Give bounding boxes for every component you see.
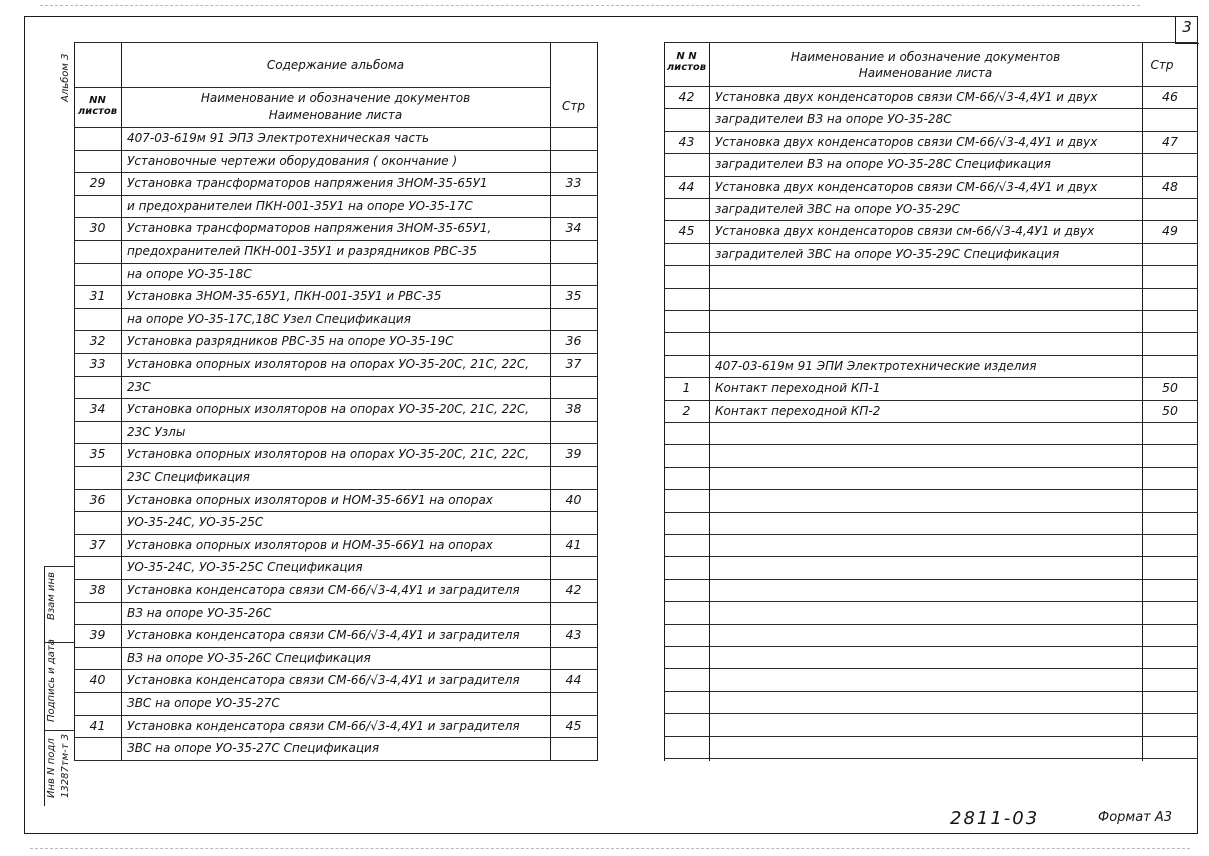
row-rule: [664, 534, 1198, 535]
col-num-header: N N листов: [666, 51, 707, 73]
row-title: 23С: [127, 379, 151, 394]
row-title: 23С Узлы: [127, 424, 186, 439]
col-name-header: Наименование и обозначение документов: [200, 91, 471, 105]
row-page-number: 38: [565, 401, 582, 417]
row-page-number: 36: [565, 333, 582, 349]
row-rule: [664, 444, 1198, 445]
row-rule: [664, 579, 1198, 580]
stamp-line: [44, 730, 74, 731]
row-rule: [664, 288, 1198, 289]
col-name-header: Наименование и обозначение документов: [790, 50, 1061, 64]
row-title: Установка конденсатора связи СМ-66/√3-4,4У1 и заградителя: [127, 718, 520, 733]
stamp-strip-line: [44, 566, 45, 806]
row-page-number: 33: [565, 175, 582, 191]
row-title: на опоре УО-35-18С: [127, 266, 252, 281]
row-sheet-number: 39: [89, 627, 106, 643]
row-title: 407-03-619м 91 ЭПИ Электротехнические изделия: [715, 358, 1037, 373]
row-sheet-number: 34: [89, 401, 106, 417]
row-sheet-number: 43: [678, 133, 695, 149]
row-page-number: 44: [565, 672, 582, 688]
rule: [74, 87, 550, 88]
row-page-number: 37: [565, 356, 582, 371]
row-title: предохранителей ПКН-001-35У1 и разрядников РВС-35: [127, 244, 478, 258]
row-rule: [664, 310, 1198, 311]
row-rule: [664, 601, 1198, 602]
row-sheet-number: 30: [89, 220, 106, 236]
row-page-number: 45: [565, 717, 582, 733]
rule: [664, 42, 1198, 43]
row-sheet-number: 33: [89, 356, 106, 371]
row-page-number: 39: [565, 446, 582, 462]
row-sheet-number: 38: [89, 582, 106, 597]
row-page-number: 47: [1162, 133, 1178, 149]
row-title: Установка опорных изоляторов на опорах УО-35-20С, 21С, 22С,: [127, 402, 530, 417]
row-title: Установка двух конденсаторов связи СМ-66/√3-4,4У1 и двух: [715, 90, 1098, 104]
rule: [74, 42, 598, 43]
row-page-number: 46: [1162, 89, 1178, 104]
row-page-number: 48: [1162, 178, 1178, 194]
row-title: Установка трансформаторов напряжения ЗНОМ-35-65У1,: [127, 221, 492, 236]
row-sheet-number: 35: [89, 446, 106, 462]
row-sheet-number: 41: [89, 717, 106, 733]
album-label: Альбом 3: [60, 53, 71, 102]
row-title: Установка опорных изоляторов и НОМ-35-66У1 на опорах: [127, 537, 493, 552]
row-page-number: 50: [1162, 402, 1178, 418]
row-sheet-number: 2: [682, 402, 691, 418]
row-sheet-number: 31: [89, 288, 106, 304]
row-rule: [664, 713, 1198, 714]
row-page-number: 41: [565, 536, 582, 552]
sheet-format: Формат А3: [1098, 810, 1173, 825]
stamp-line: [44, 566, 74, 567]
row-sheet-number: 40: [89, 672, 106, 688]
row-title: Установка конденсатора связи СМ-66/√3-4,4У1 и заградителя: [127, 628, 520, 643]
row-rule: [664, 467, 1198, 468]
row-sheet-number: 32: [89, 333, 106, 349]
row-title: ВЗ на опоре УО-35-26С Спецификация: [127, 650, 371, 665]
row-title: 23С Спецификация: [127, 470, 250, 484]
stamp-inv-number: 13287тм-т 3: [60, 733, 71, 798]
row-title: заградителеи ВЗ на опоре УО-35-28С Спецификация: [715, 157, 1051, 172]
row-title: Установка опорных изоляторов и НОМ-35-66У1 на опорах: [127, 492, 493, 507]
rule: [709, 42, 710, 761]
row-sheet-number: 29: [89, 175, 106, 191]
row-title: заградителей ЗВС на опоре УО-35-29С: [715, 202, 960, 216]
row-title: Установка разрядников РВС-35 на опоре УО-35-19С: [127, 334, 454, 349]
row-title: на опоре УО-35-17С,18С Узел Спецификация: [127, 311, 411, 326]
row-rule: [664, 691, 1198, 692]
stamp-replace-inv: Взам инв: [46, 572, 57, 620]
row-title: Установка опорных изоляторов на опорах УО-35-20С, 21С, 22С,: [127, 357, 530, 371]
row-title: Контакт переходной КП-1: [715, 381, 881, 396]
row-title: Установка конденсатора связи СМ-66/√3-4,4У1 и заградителя: [127, 583, 520, 597]
row-rule: [664, 265, 1198, 266]
row-title: ЗВС на опоре УО-35-27С: [127, 696, 280, 710]
row-rule: [664, 646, 1198, 647]
row-title: и предохранителеи ПКН-001-35У1 на опоре УО-35-17С: [127, 198, 473, 213]
contents-title: Содержание альбома: [266, 58, 405, 72]
page-number: 3: [1182, 18, 1192, 36]
row-title: заградителеи ВЗ на опоре УО-35-28С: [715, 112, 952, 127]
row-page-number: 43: [565, 627, 582, 643]
row-sheet-number: 1: [682, 380, 691, 396]
row-sheet-number: 36: [89, 491, 106, 507]
row-title: 407-03-619м 91 ЭП3 Электротехническая часть: [127, 131, 430, 145]
row-title: Установка двух конденсаторов связи СМ-66/√3-4,4У1 и двух: [715, 179, 1098, 194]
row-rule: [74, 376, 597, 377]
col-num-header: NN листов: [77, 95, 118, 117]
row-rule: [664, 489, 1198, 490]
row-title: заградителей ЗВС на опоре УО-35-29С Спецификация: [715, 246, 1060, 261]
scan-edge-top: [40, 5, 1140, 6]
row-rule: [664, 332, 1198, 333]
col-page-header: Стр: [562, 99, 585, 113]
row-title: Установка трансформаторов напряжения ЗНОМ-35-65У1: [127, 176, 488, 191]
row-sheet-number: 37: [89, 536, 106, 552]
row-sheet-number: 42: [678, 89, 695, 104]
row-rule: [74, 760, 597, 761]
row-page-number: 42: [565, 582, 582, 597]
stamp-signature-date: Подпись и дата: [46, 639, 57, 722]
row-title: ВЗ на опоре УО-35-26С: [127, 605, 272, 620]
row-page-number: 49: [1162, 223, 1178, 239]
row-page-number: 40: [565, 491, 582, 507]
row-title: Установочные чертежи оборудования ( окончание ): [127, 153, 458, 168]
stamp-inv-no: Инв N подл: [46, 738, 57, 798]
row-rule: [664, 512, 1198, 513]
row-page-number: 50: [1162, 380, 1178, 396]
row-title: ЗВС на опоре УО-35-27С Спецификация: [127, 741, 380, 756]
document-code: 2811-03: [950, 808, 1040, 829]
row-rule: [664, 556, 1198, 557]
row-sheet-number: 45: [678, 223, 695, 239]
row-rule: [664, 422, 1198, 423]
row-title: Установка опорных изоляторов на опорах УО-35-20С, 21С, 22С,: [127, 447, 530, 462]
scan-edge-bottom: [30, 848, 1190, 849]
row-rule: [664, 624, 1198, 625]
row-page-number: 35: [565, 288, 582, 304]
row-title: Установка двух конденсаторов связи СМ-66/√3-4,4У1 и двух: [715, 134, 1098, 149]
row-title: Контакт переходной КП-2: [715, 403, 881, 418]
row-title: Установка ЗНОМ-35-65У1, ПКН-001-35У1 и РВС-35: [127, 289, 442, 304]
row-title: УО-35-24С, УО-35-25С Спецификация: [127, 560, 363, 575]
rule: [597, 42, 598, 761]
row-sheet-number: 44: [678, 178, 695, 194]
col-sheet-header: Наименование листа: [268, 108, 403, 122]
row-title: Установка конденсатора связи СМ-66/√3-4,4У1 и заградителя: [127, 673, 520, 688]
row-rule: [664, 758, 1198, 759]
row-rule: [664, 736, 1198, 737]
row-title: УО-35-24С, УО-35-25С: [127, 515, 264, 530]
col-page-header: Стр: [1150, 58, 1174, 72]
row-title: Установка двух конденсаторов связи см-66/√3-4,4У1 и двух: [715, 224, 1095, 239]
row-rule: [664, 668, 1198, 669]
col-sheet-header: Наименование листа: [858, 66, 993, 80]
row-page-number: 34: [565, 220, 582, 236]
